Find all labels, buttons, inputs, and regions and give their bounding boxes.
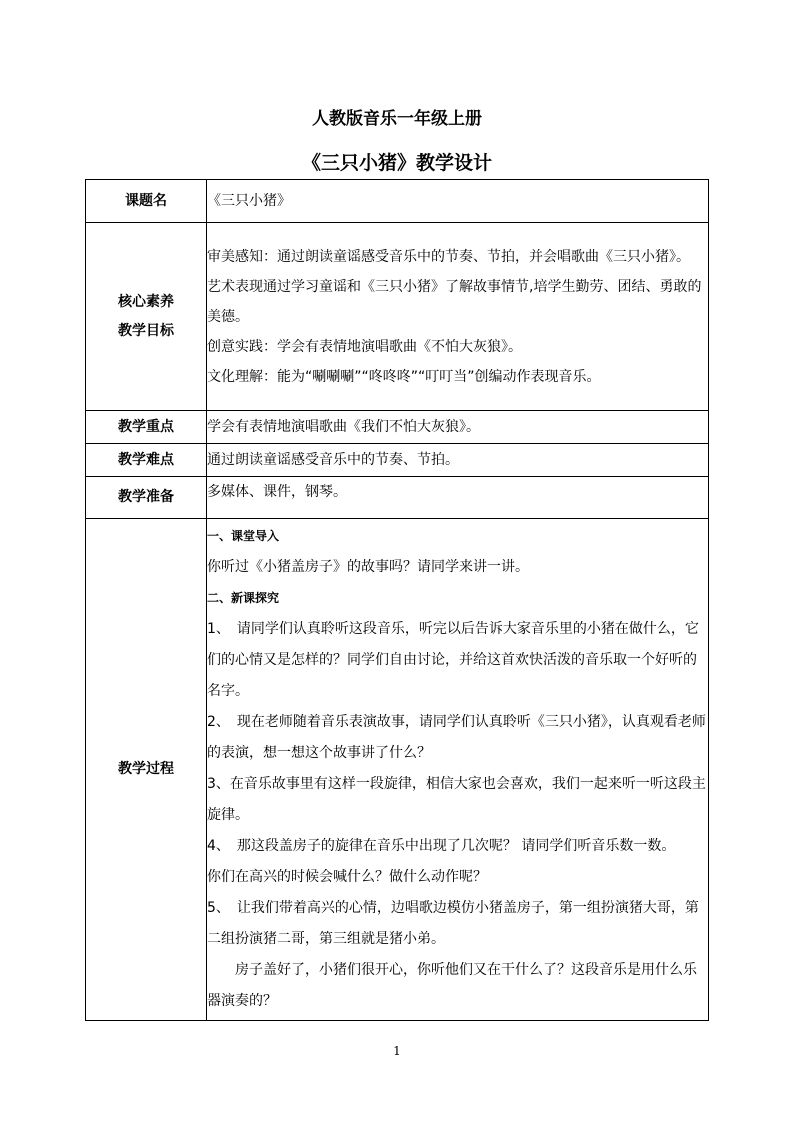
goals-label-line2: 教学目标: [118, 322, 174, 339]
preparation-value: 多媒体、课件，钢琴。: [207, 484, 347, 500]
topic-value-cell: [207, 180, 709, 223]
goals-label-line1: 核心素养: [118, 293, 174, 310]
key-points-value-cell: [207, 411, 709, 444]
topic-label: 课题名: [125, 192, 167, 209]
process-content-cell: [207, 519, 709, 1021]
preparation-label: 教学准备: [118, 489, 174, 505]
table-row-difficulties: [86, 444, 709, 477]
process-step-5: 5、 让我们带着高兴的心情，边唱歌边模仿小猪盖房子，第一组扮演猪大哥，第二组扮演猪二哥，第三组就是猪小弟。: [207, 900, 699, 947]
goals-content-cell: [207, 223, 709, 411]
process-step-3: 3、在音乐故事里有这样一段旋律，相信大家也会喜欢，我们一起来听一听这段主旋律。: [207, 776, 706, 823]
process-label-cell: [86, 519, 207, 1021]
goal-expression: 艺术表现通过学习童谣和《三只小猪》了解故事情节,培学生勤劳、团结、勇敢的美德。: [207, 278, 702, 325]
topic-label-cell: [86, 180, 207, 223]
key-points-label: 教学重点: [118, 418, 174, 435]
process-step-4: 4、 那这段盖房子的旋律在音乐中出现了几次呢？ 请同学们听音乐数一数。: [207, 838, 676, 854]
section-heading-intro: 一、课堂导入: [207, 529, 280, 543]
document-subtitle: 《三只小猪》教学设计: [301, 152, 492, 174]
key-points-label-cell: [86, 411, 207, 444]
difficulties-label-cell: [86, 444, 207, 477]
process-step-5-followup: 房子盖好了，小猪们很开心，你听他们又在干什么了？这段音乐是用什么乐器演奏的？: [207, 962, 697, 1009]
process-step-4-question: 你们在高兴的时候会喊什么？做什么动作呢？: [207, 869, 487, 885]
table-row-process: [86, 519, 709, 1021]
document-title: 人教版音乐一年级上册: [312, 109, 482, 129]
difficulties-value-cell: [207, 444, 709, 477]
table-row-key-points: [86, 411, 709, 444]
goal-creative: 创意实践：学会有表情地演唱歌曲《不怕大灰狼》。: [207, 338, 522, 355]
goal-culture: 文化理解：能为“唰唰唰”“咚咚咚”“叮叮当”创编动作表现音乐。: [207, 368, 601, 385]
topic-value: 《三只小猪》: [207, 192, 291, 209]
difficulties-value: 通过朗读童谣感受音乐中的节奏、节拍。: [207, 451, 459, 468]
preparation-value-cell: [207, 477, 709, 519]
table-row-goals: [86, 223, 709, 411]
difficulties-label: 教学难点: [118, 451, 174, 468]
process-step-1: 1、 请同学们认真聆听这段音乐，听完以后告诉大家音乐里的小猪在做什么，它们的心情又是怎样的？同学们自由讨论，并给这首欢快活泼的音乐取一个好听的名字。: [207, 621, 699, 699]
table-row-topic: [86, 180, 709, 223]
page-number: 1: [393, 1044, 401, 1058]
preparation-label-cell: [86, 477, 207, 519]
goals-label-cell: [86, 223, 207, 411]
section-heading-explore: 二、新课探究: [207, 591, 280, 605]
intro-text: 你听过《小猪盖房子》的故事吗？请同学来讲一讲。: [207, 559, 529, 575]
key-points-value: 学会有表情地演唱歌曲《我们不怕大灰狼》。: [207, 418, 480, 435]
process-step-2: 2、 现在老师随着音乐表演故事，请同学们认真聆听《三只小猪》，认真观看老师的表演，想一想这个故事讲了什么？: [207, 714, 706, 761]
goal-aesthetic: 审美感知：通过朗读童谣感受音乐中的节奏、节拍，并会唱歌曲《三只小猪》。: [207, 248, 690, 265]
lesson-plan-table: [85, 179, 709, 1021]
process-label: 教学过程: [118, 761, 174, 777]
table-row-preparation: [86, 477, 709, 519]
